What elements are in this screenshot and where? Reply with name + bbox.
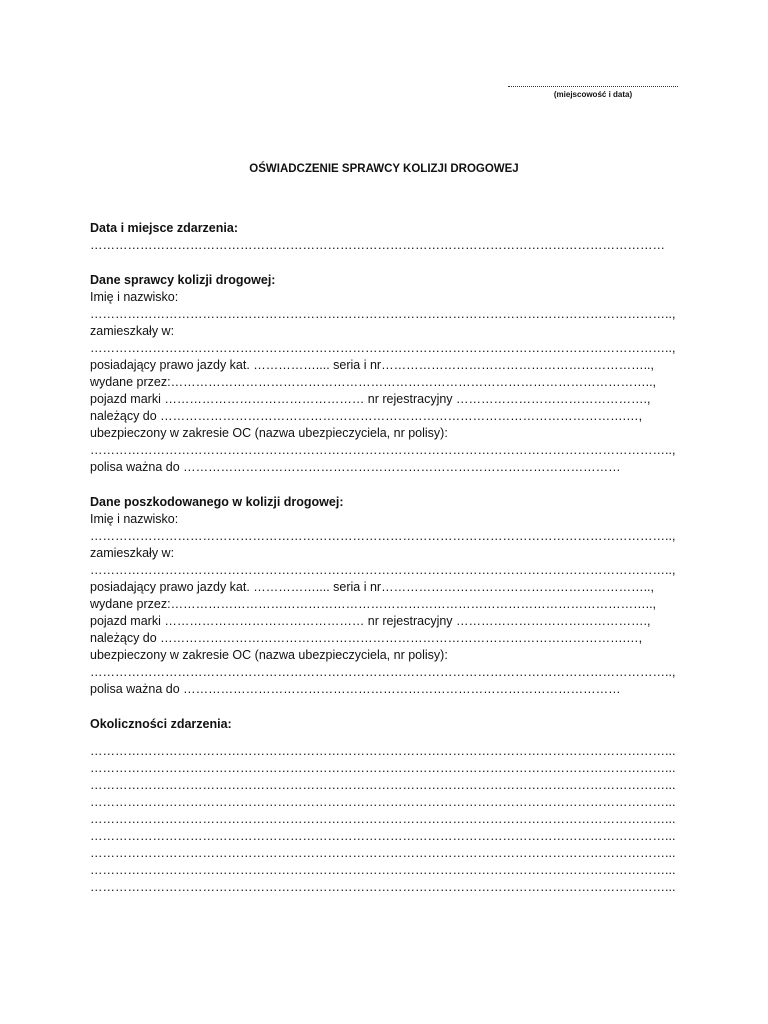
circumstances-fill-line: …………………………………………………………………………………………………………………………... — [90, 829, 676, 843]
perpetrator-insurance-label: ubezpieczony w zakresie OC (nazwa ubezpieczyciela, nr polisy): — [90, 426, 448, 440]
circumstances-fill-line: …………………………………………………………………………………………………………………………... — [90, 812, 676, 826]
perpetrator-name-fill: ………………………………………………………………………………………………………………………….., — [90, 307, 676, 321]
victim-address-fill: ………………………………………………………………………………………………………………………….., — [90, 563, 676, 577]
perpetrator-license-line: posiadający prawo jazdy kat. …………….... seria i nr……………………………………………………….., — [90, 358, 654, 372]
incident-heading: Data i miejsce zdarzenia: — [90, 221, 238, 235]
victim-insurance-label: ubezpieczony w zakresie OC (nazwa ubezpieczyciela, nr polisy): — [90, 648, 448, 662]
victim-insurance-fill: ………………………………………………………………………………………………………………………….., — [90, 665, 676, 679]
perpetrator-issued-by-line: wydane przez:…………………………………………………………………………………………………….., — [90, 375, 657, 389]
perpetrator-heading: Dane sprawcy kolizji drogowej: — [90, 273, 276, 287]
victim-name-fill: ………………………………………………………………………………………………………………………….., — [90, 529, 676, 543]
victim-license-line: posiadający prawo jazdy kat. …………….... seria i nr……………………………………………………….., — [90, 580, 654, 594]
place-date-dotted-line — [508, 86, 678, 87]
circumstances-fill-line: …………………………………………………………………………………………………………………………... — [90, 880, 676, 894]
perpetrator-owner-line: należący do ………………………………………………………………………………………………….…, — [90, 409, 643, 423]
circumstances-fill-line: …………………………………………………………………………………………………………………………... — [90, 863, 676, 877]
perpetrator-address-label: zamieszkały w: — [90, 324, 175, 338]
perpetrator-vehicle-line: pojazd marki ………………………………………… nr rejestracyjny ………………………………………., — [90, 392, 651, 406]
circumstances-fill-line: …………………………………………………………………………………………………………………………... — [90, 778, 676, 792]
victim-owner-line: należący do ………………………………………………………………………………………………….…, — [90, 631, 643, 645]
perpetrator-insurance-fill: ………………………………………………………………………………………………………………………….., — [90, 443, 676, 457]
victim-address-label: zamieszkały w: — [90, 546, 175, 560]
victim-policy-valid-line: polisa ważna do …………………………………………………………………………………………… — [90, 682, 621, 696]
circumstances-fill-line: …………………………………………………………………………………………………………………………... — [90, 846, 676, 860]
circumstances-fill-line: …………………………………………………………………………………………………………………………... — [90, 795, 676, 809]
victim-vehicle-line: pojazd marki ………………………………………… nr rejestracyjny ………………………………………., — [90, 614, 651, 628]
victim-issued-by-line: wydane przez:…………………………………………………………………………………………………….., — [90, 597, 657, 611]
perpetrator-name-label: Imię i nazwisko: — [90, 290, 179, 304]
perpetrator-policy-valid-line: polisa ważna do …………………………………………………………………………………………… — [90, 460, 621, 474]
place-date-field — [508, 86, 678, 99]
document-title: OŚWIADCZENIE SPRAWCY KOLIZJI DROGOWEJ — [249, 163, 519, 175]
circumstances-heading: Okoliczności zdarzenia: — [90, 717, 232, 731]
victim-name-label: Imię i nazwisko: — [90, 512, 179, 526]
circumstances-fill-line: …………………………………………………………………………………………………………………………... — [90, 761, 676, 775]
incident-fill-line: ………………………………………………………………………………………………………………………… — [90, 238, 665, 252]
victim-heading: Dane poszkodowanego w kolizji drogowej: — [90, 495, 344, 509]
circumstances-fill-line: …………………………………………………………………………………………………………………………... — [90, 744, 676, 758]
place-date-caption: (miejscowość i data) — [553, 90, 633, 99]
perpetrator-address-fill: ………………………………………………………………………………………………………………………….., — [90, 341, 676, 355]
document-body — [90, 220, 678, 896]
